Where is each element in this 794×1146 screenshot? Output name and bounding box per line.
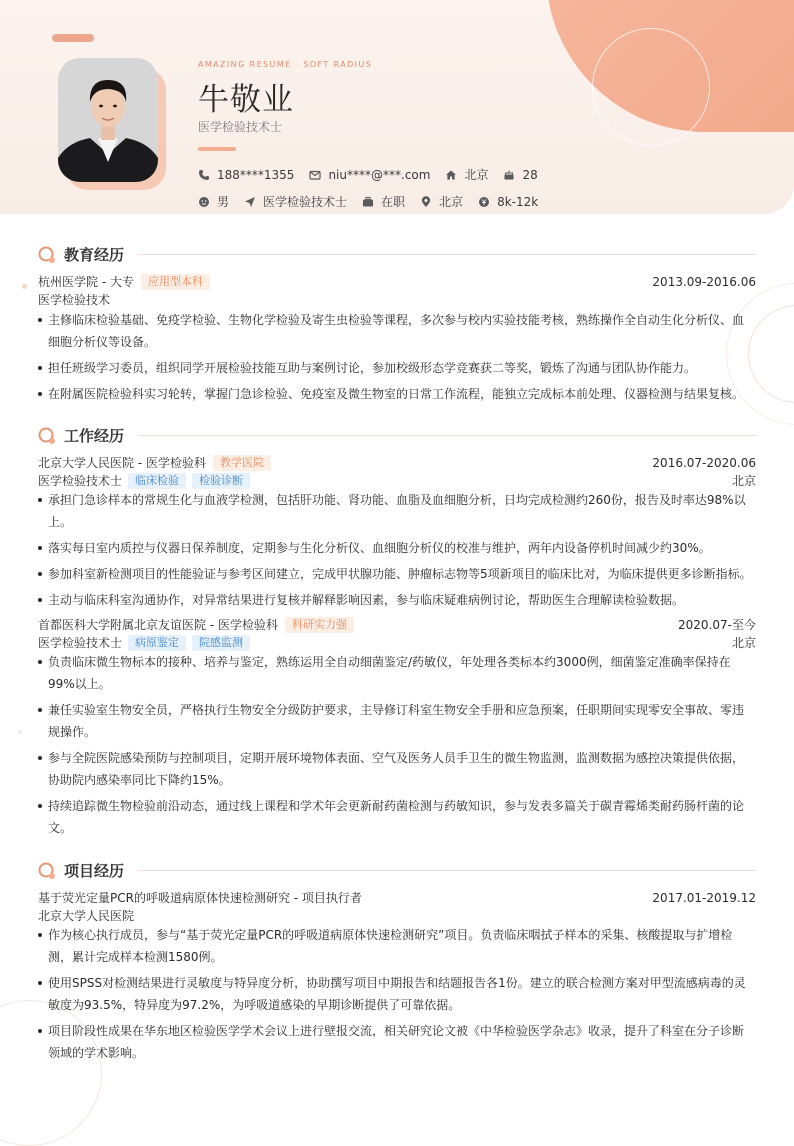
job-org-tag: 教学医院: [213, 455, 271, 471]
job-role-tag: 病原鉴定: [128, 635, 186, 651]
work-section-header: [38, 425, 756, 446]
cake-icon: [503, 169, 515, 181]
job-header: [38, 616, 756, 633]
section-title: 教育经历: [64, 246, 125, 264]
school-tag: 应用型本科: [141, 274, 210, 290]
gender-item: [198, 193, 229, 210]
decorative-ring: [592, 28, 710, 146]
candidate-name: 牛敬业: [198, 82, 294, 118]
project-header: [38, 889, 756, 906]
gender-icon: [198, 196, 210, 208]
location-value: 北京: [439, 195, 464, 209]
job-city: 北京: [731, 474, 756, 488]
briefcase-icon: [362, 196, 374, 208]
avatar: [58, 58, 158, 182]
project-org-row: [38, 907, 756, 924]
salary-value: 8k-12k: [497, 194, 539, 209]
job-role-row: [38, 472, 756, 489]
avatar-portrait: [58, 58, 158, 182]
job-city: 北京: [731, 636, 756, 650]
section-title: 工作经历: [64, 427, 125, 445]
details-row: [198, 193, 553, 210]
job-org-tag: 科研实力强: [285, 617, 354, 633]
job-role: 医学检验技术士: [38, 636, 123, 650]
list-item: 承担门急诊样本的常规生化与血液学检测，包括肝功能、肾功能、血脂及血细胞分析，日均完成检测约260份，报告及时率达98%以上。: [38, 489, 754, 533]
salary-icon: [478, 196, 490, 208]
contact-row: [198, 166, 553, 183]
education-section-header: [38, 244, 756, 265]
home-value: 北京: [464, 168, 489, 182]
job-header: [38, 454, 756, 471]
section-divider: [138, 254, 756, 255]
list-item: 参与全院医院感染预防与控制项目，定期开展环境物体表面、空气及医务人员手卫生的微生物监测，监测数据为感控决策提供依据，协助院内感染率同比下降约15%。: [38, 747, 754, 791]
send-icon: [244, 196, 256, 208]
job-org: 北京大学人民医院 - 医学检验科: [38, 456, 206, 470]
job-role-row: [38, 634, 756, 651]
list-item: 主修临床检验基础、免疫学检验、生物化学检验及寄生虫检验等课程，多次参与校内实验技能考核，熟练操作全自动生化分析仪、血细胞分析仪等设备。: [38, 309, 754, 353]
job-role-tag: 检验诊断: [192, 473, 250, 489]
mail-icon: [309, 169, 321, 181]
age-value: 28: [522, 167, 538, 182]
school-name: 杭州医学院 - 大专: [38, 275, 134, 289]
location-icon: [420, 196, 432, 208]
title-accent: [198, 147, 236, 151]
job-dates: 2016.07-2020.06: [652, 455, 756, 470]
list-item: 持续追踪微生物检验前沿动态，通过线上课程和学术年会更新耐药菌检测与药敏知识，参与发表多篇关于碳青霉烯类耐药肠杆菌的论文。: [38, 795, 754, 839]
section-bullet-icon: [38, 246, 56, 264]
job-dates: 2020.07-至今: [678, 618, 756, 632]
candidate-title: 医学检验技术士: [198, 120, 283, 134]
decorative-dot: [18, 730, 22, 734]
age-item: [503, 168, 537, 182]
section-bullet-icon: [38, 427, 56, 445]
list-item: 主动与临床科室沟通协作，对异常结果进行复核并解释影响因素，参与临床疑难病例讨论，帮助医生合理解读检验数据。: [38, 589, 754, 611]
projects-section-header: [38, 860, 756, 881]
section-divider: [138, 870, 756, 871]
list-item: 负责临床微生物标本的接种、培养与鉴定，熟练运用全自动细菌鉴定/药敏仪，年处理各类标本约3000例，细菌鉴定准确率保持在99%以上。: [38, 651, 754, 695]
list-item: 参加科室新检测项目的性能验证与参考区间建立，完成甲状腺功能、肿瘤标志物等5项新项目的临床比对，为临床提供更多诊断指标。: [38, 563, 754, 585]
list-item: 在附属医院检验科实习轮转，掌握门急诊检验、免疫室及微生物室的日常工作流程，能独立完成标本前处理、仪器检测与结果复核。: [38, 383, 754, 405]
list-item: 使用SPSS对检测结果进行灵敏度与特异度分析，协助撰写项目中期报告和结题报告各1份。建立的联合检测方案对甲型流感病毒的灵敏度为93.5%，特异度为97.2%，为呼吸道感染的早期诊断提供了可靠依据。: [38, 972, 754, 1016]
decorative-dot: [22, 284, 27, 289]
job-role: 医学检验技术士: [38, 474, 123, 488]
location-item: [420, 193, 463, 210]
phone-icon: [198, 169, 210, 181]
education-entry-header: [38, 273, 756, 290]
section-divider: [138, 435, 756, 436]
job-org: 首都医科大学附属北京友谊医院 - 医学检验科: [38, 618, 278, 632]
email-value: niu****@***.com: [328, 167, 431, 182]
target-role-item: [244, 193, 347, 210]
major-name: 医学检验技术: [38, 293, 111, 307]
project-dates: 2017.01-2019.12: [652, 890, 756, 905]
job-role-tag: 临床检验: [128, 473, 186, 489]
status-item: [362, 193, 405, 210]
target-role-value: 医学检验技术士: [263, 195, 348, 209]
salary-item: [478, 195, 538, 209]
list-item: 项目阶段性成果在华东地区检验医学学术会议上进行壁报交流，相关研究论文被《中华检验医学杂志》收录，提升了科室在分子诊断领域的学术影响。: [38, 1020, 754, 1064]
list-item: 担任班级学习委员，组织同学开展检验技能互助与案例讨论，参加校级形态学竞赛获二等奖，锻炼了沟通与团队协作能力。: [38, 357, 754, 379]
project-name: 基于荧光定量PCR的呼吸道病原体快速检测研究 - 项目执行者: [38, 891, 362, 905]
home-item: [445, 166, 488, 183]
section-title: 项目经历: [64, 862, 125, 880]
project-org: 北京大学人民医院: [38, 909, 135, 923]
phone-value: 188****1355: [217, 167, 295, 182]
list-item: 落实每日室内质控与仪器日保养制度，定期参与生化分析仪、血细胞分析仪的校准与维护，两年内设备停机时间减少约30%。: [38, 537, 754, 559]
list-item: 作为核心执行成员，参与“基于荧光定量PCR的呼吸道病原体快速检测研究”项目。负责临床咽拭子样本的采集、核酸提取与扩增检测，累计完成样本检测1580例。: [38, 924, 754, 968]
section-bullet-icon: [38, 862, 56, 880]
gender-value: 男: [217, 195, 230, 209]
home-icon: [445, 169, 457, 181]
email-item: [309, 168, 430, 182]
resume-tagline: AMAZING RESUME · SOFT RADIUS: [198, 60, 373, 69]
major-row: [38, 291, 756, 308]
phone-item: [198, 168, 294, 182]
list-item: 兼任实验室生物安全员，严格执行生物安全分级防护要求，主导修订科室生物安全手册和应急预案，任职期间实现零安全事故、零违规操作。: [38, 699, 754, 743]
job-role-tag: 院感监测: [192, 635, 250, 651]
accent-bar: [52, 34, 94, 42]
status-value: 在职: [381, 195, 406, 209]
education-dates: 2013.09-2016.06: [652, 274, 756, 289]
